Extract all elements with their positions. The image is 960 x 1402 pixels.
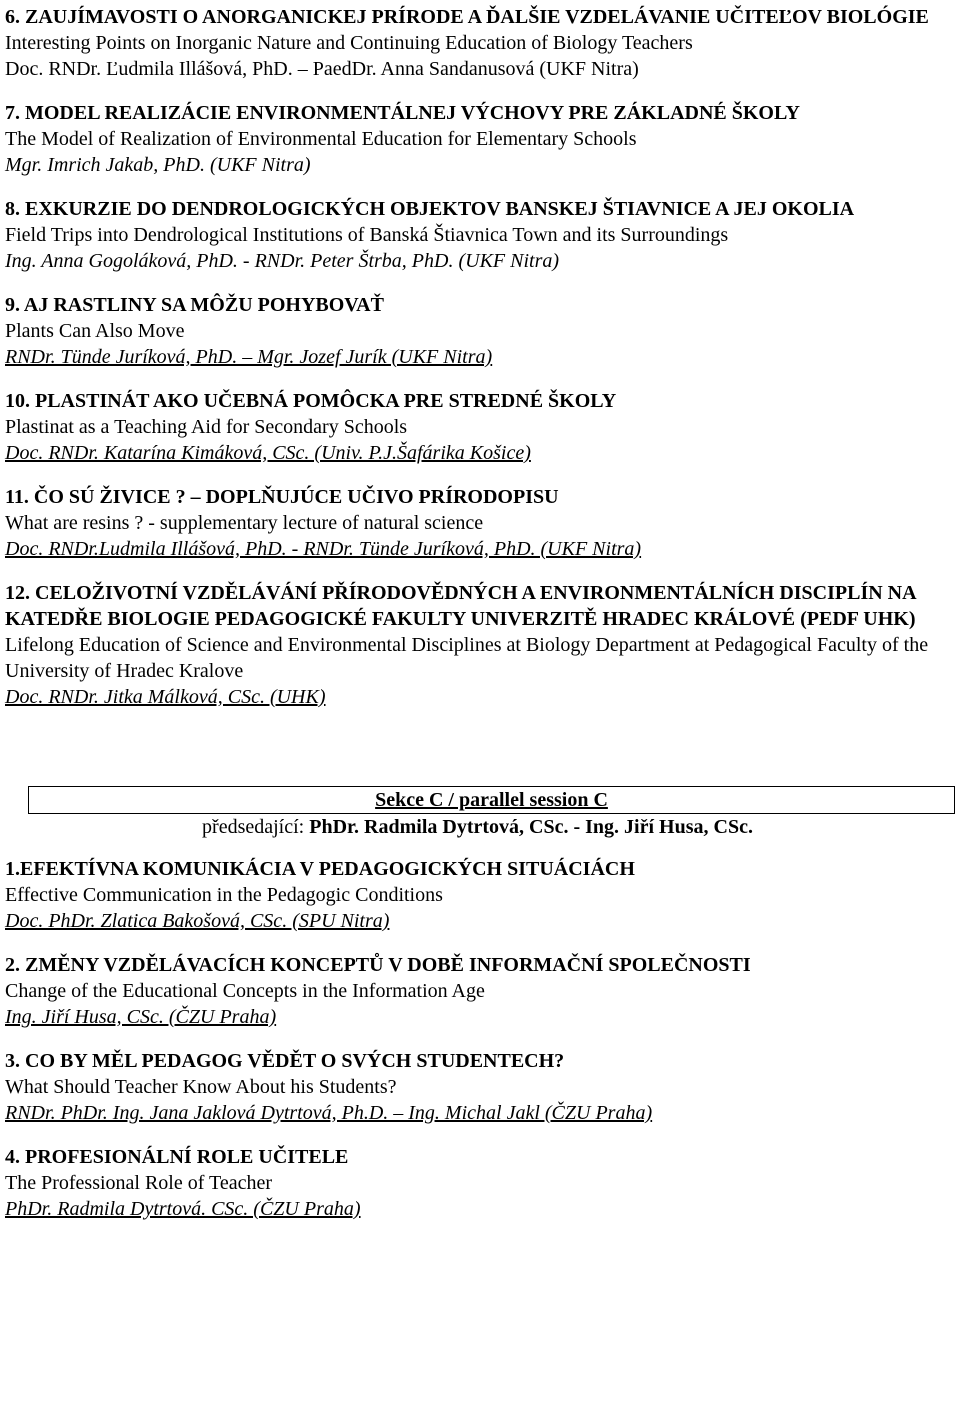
program-entry	[5, 484, 950, 562]
entry-authors: Doc. RNDr.Ludmila Illášová, PhD. - RNDr. Tünde Juríková, PhD. (UKF Nitra)	[5, 538, 642, 560]
entry-title: 6. ZAUJÍMAVOSTI O ANORGANICKEJ PRÍRODE A ĎALŠIE VZDELÁVANIE UČITEĽOV BIOLÓGIE	[5, 6, 929, 28]
entry-title: 2. ZMĚNY VZDĚLÁVACÍCH KONCEPTŮ V DOBĚ INFORMAČNÍ SPOLEČNOSTI	[5, 954, 751, 976]
entry-title: 7. MODEL REALIZÁCIE ENVIRONMENTÁLNEJ VÝCHOVY PRE ZÁKLADNÉ ŠKOLY	[5, 102, 800, 124]
entry-english-title: Lifelong Education of Science and Environmental Disciplines at Biology Department at Pedagogical Faculty of the University of Hradec Kralove	[5, 634, 929, 682]
program-entry	[5, 1144, 950, 1222]
entry-english-title: Plants Can Also Move	[5, 320, 185, 342]
program-entry	[5, 4, 950, 82]
entry-authors: Doc. RNDr. Ľudmila Illášová, PhD. – PaedDr. Anna Sandanusová (UKF Nitra)	[5, 58, 639, 80]
entry-title: 10. PLASTINÁT AKO UČEBNÁ POMÔCKA PRE STREDNÉ ŠKOLY	[5, 390, 617, 412]
entry-english-title: What are resins ? - supplementary lecture of natural science	[5, 512, 484, 534]
entry-english-title: Field Trips into Dendrological Institutions of Banská Štiavnica Town and its Surroundings	[5, 224, 729, 246]
entry-authors: Mgr. Imrich Jakab, PhD. (UKF Nitra)	[5, 154, 311, 176]
program-entry	[5, 292, 950, 370]
entry-authors: PhDr. Radmila Dytrtová. CSc. (ČZU Praha)	[5, 1198, 361, 1220]
entry-title: 8. EXKURZIE DO DENDROLOGICKÝCH OBJEKTOV BANSKEJ ŠTIAVNICE A JEJ OKOLIA	[5, 198, 855, 220]
program-entry	[5, 580, 950, 710]
entry-authors: Doc. RNDr. Katarína Kimáková, CSc. (Univ. P.J.Šafárika Košice)	[5, 442, 531, 464]
program-entry	[5, 952, 950, 1030]
entry-authors: Ing. Anna Gogoláková, PhD. - RNDr. Peter Štrba, PhD. (UKF Nitra)	[5, 250, 560, 272]
entry-english-title: Plastinat as a Teaching Aid for Secondary Schools	[5, 416, 408, 438]
program-entry	[5, 388, 950, 466]
program-entry	[5, 856, 950, 934]
entry-title: 1.EFEKTÍVNA KOMUNIKÁCIA V PEDAGOGICKÝCH SITUÁCIÁCH	[5, 858, 635, 880]
program-entry	[5, 100, 950, 178]
document-page	[5, 4, 950, 1240]
entry-title: 11. ČO SÚ ŽIVICE ? – DOPLŇUJÚCE UČIVO PRÍRODOPISU	[5, 486, 559, 508]
entry-title: 4. PROFESIONÁLNÍ ROLE UČITELE	[5, 1146, 349, 1168]
program-entry	[5, 196, 950, 274]
entry-english-title: Change of the Educational Concepts in the Information Age	[5, 980, 485, 1002]
session-heading: Sekce C / parallel session C	[375, 789, 608, 811]
entry-english-title: The Professional Role of Teacher	[5, 1172, 273, 1194]
entry-title: 3. CO BY MĚL PEDAGOG VĚDĚT O SVÝCH STUDENTECH?	[5, 1050, 565, 1072]
section-spacer	[5, 728, 950, 786]
chairs-label: předsedající:	[202, 816, 310, 838]
program-entry	[5, 1048, 950, 1126]
session-heading-box	[28, 786, 955, 814]
entry-authors: RNDr. PhDr. Ing. Jana Jaklová Dytrtová, Ph.D. – Ing. Michal Jakl (ČZU Praha)	[5, 1102, 653, 1124]
entry-english-title: Interesting Points on Inorganic Nature and Continuing Education of Biology Teachers	[5, 32, 693, 54]
entry-english-title: Effective Communication in the Pedagogic Conditions	[5, 884, 443, 906]
entry-title: 9. AJ RASTLINY SA MÔŽU POHYBOVAŤ	[5, 294, 384, 316]
entry-authors: Doc. RNDr. Jitka Málková, CSc. (UHK)	[5, 686, 326, 708]
entry-english-title: What Should Teacher Know About his Students?	[5, 1076, 397, 1098]
chairs-names: PhDr. Radmila Dytrtová, CSc. - Ing. Jiří Husa, CSc.	[309, 816, 753, 838]
entry-authors: Ing. Jiří Husa, CSc. (ČZU Praha)	[5, 1006, 277, 1028]
entry-english-title: The Model of Realization of Environmental Education for Elementary Schools	[5, 128, 637, 150]
entry-authors: Doc. PhDr. Zlatica Bakošová, CSc. (SPU Nitra)	[5, 910, 390, 932]
entry-title: 12. CELOŽIVOTNÍ VZDĚLÁVÁNÍ PŘÍRODOVĚDNÝCH A ENVIRONMENTÁLNÍCH DISCIPLÍN NA KATEDŘE BIOLOGIE PEDAGOGICKÉ FAKULTY UNIVERZITĚ HRADEC KRÁLOVÉ (PEDF UHK)	[5, 582, 916, 630]
session-chairs	[5, 814, 950, 840]
entry-authors: RNDr. Tünde Juríková, PhD. – Mgr. Jozef Jurík (UKF Nitra)	[5, 346, 493, 368]
